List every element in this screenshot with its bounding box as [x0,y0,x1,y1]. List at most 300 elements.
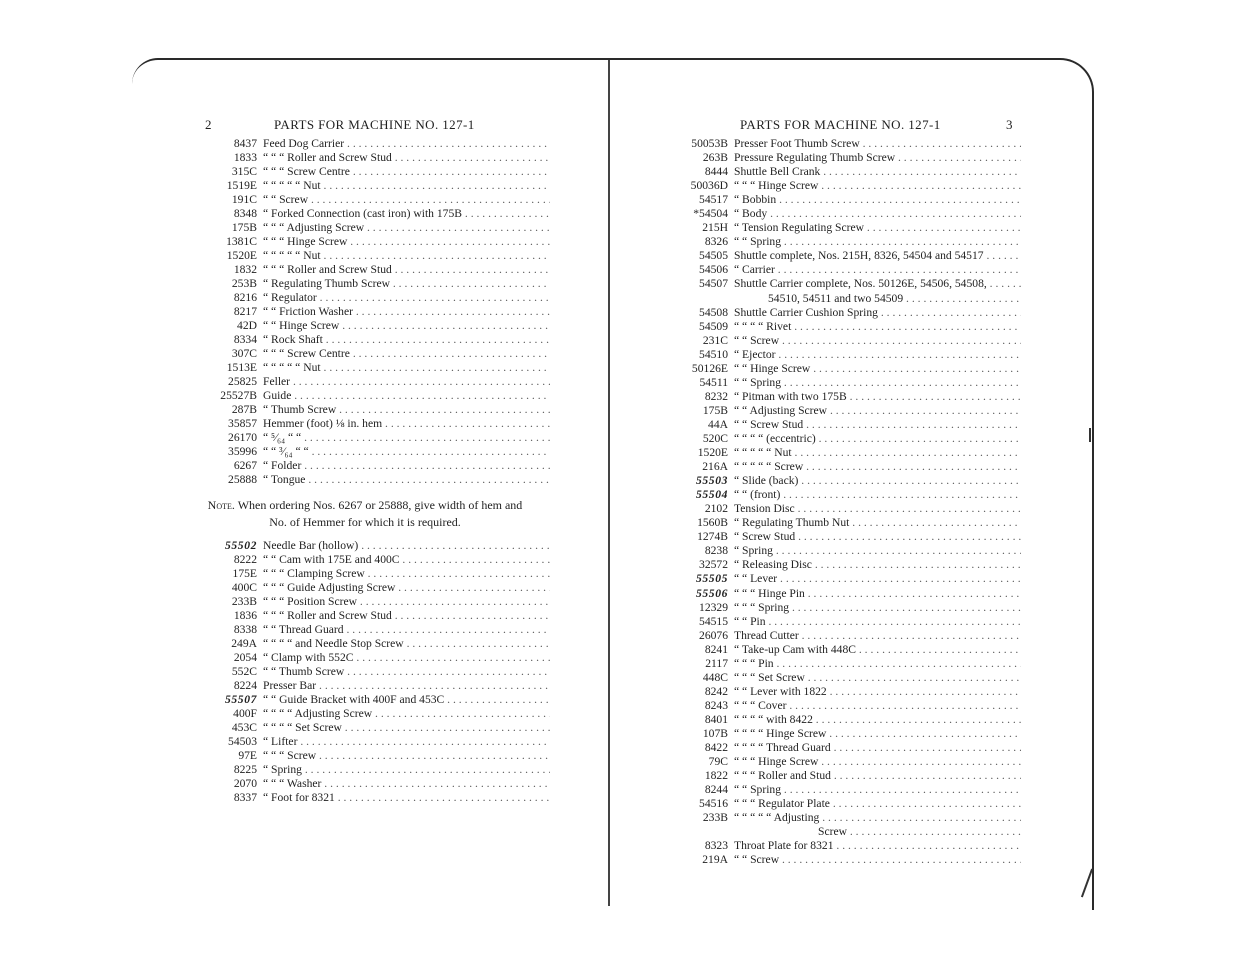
part-row [205,137,550,151]
part-number: 26170 [228,431,257,444]
part-description: “ “ “ “ Thread Guard . . . [728,741,1021,755]
part-number: 54505 [699,249,728,263]
part-row [676,376,1021,390]
part-number: 233B [702,811,728,825]
part-description: Screw . . . [728,825,1021,839]
part-number: 8241 [704,642,728,656]
part-description: “ “ “ “ “ Nut . . . [257,249,550,263]
part-row [676,221,1021,235]
part-number: 8334 [233,333,257,346]
part-description: “ “ “ Roller and Stud . . . [728,769,1021,783]
note-label: Note. [207,498,235,512]
part-description: “ “ Adjusting Screw . . . [728,404,1021,418]
part-number: 55503 [696,474,728,488]
part-number: 520C [702,431,728,445]
part-description: “ “ Screw Stud . . . [728,418,1021,432]
part-number: 8338 [233,623,257,636]
part-number: 8348 [233,207,257,220]
part-number: 26076 [699,628,728,642]
part-number: 175B [702,403,728,417]
part-description: “ “ ³⁄₆₄ “ “ . . . [257,445,550,459]
part-number: 1381C [226,235,257,248]
part-row [676,699,1021,713]
part-number: 55506 [696,586,728,600]
part-row [205,459,550,473]
part-description: “ Spring . . . [257,763,550,777]
part-number: 8444 [704,165,728,179]
part-description: “ “ Screw . . . [728,853,1021,867]
part-number: 1836 [233,609,257,622]
part-description: “ “ “ “ and Needle Stop Screw . . . [257,637,550,651]
part-number: 215H [702,221,728,235]
part-row [205,595,550,609]
part-row [205,553,550,567]
part-row [676,348,1021,362]
part-number: 54507 [699,277,728,291]
part-number: 253B [231,277,257,290]
part-row [676,235,1021,249]
part-description: Pressure Regulating Thumb Screw . . . [728,151,1021,165]
part-row [205,665,550,679]
part-description: “ “ “ Spring . . . [728,601,1021,615]
part-description: “ “ “ Position Screw . . . [257,595,550,609]
part-number: 448C [702,670,728,684]
part-description: “ Regulating Thumb Nut . . . [728,516,1021,530]
part-row [676,643,1021,657]
part-description: “ “ “ Hinge Screw . . . [728,755,1021,769]
part-number: 107B [702,726,728,740]
part-description: “ Forked Connection (cast iron) with 175B . . . [257,207,550,221]
part-number: 25825 [228,375,257,388]
part-number: 175B [231,221,257,234]
part-number: 1832 [233,263,257,276]
part-description: Tension Disc . . . [728,502,1021,516]
part-row [676,418,1021,432]
bracket-mark [1089,428,1091,442]
part-row [676,783,1021,797]
part-row [676,404,1021,418]
part-row [676,811,1021,825]
part-number: 8243 [704,698,728,712]
part-number: 8326 [704,235,728,249]
part-row [205,235,550,249]
part-description: “ “ “ Cover . . . [728,699,1021,713]
part-number: 25888 [228,473,257,486]
part-row [205,277,550,291]
part-description: “ “ Lever . . . [728,572,1021,586]
part-row [676,488,1021,502]
part-number: 50036D [690,179,728,193]
part-row [205,791,550,805]
part-row [676,572,1021,586]
part-number: 54508 [699,305,728,319]
part-number: 35996 [228,445,257,458]
part-number: 55502 [225,539,257,552]
part-number: 453C [231,721,257,734]
part-row [676,516,1021,530]
right-page-title: PARTS FOR MACHINE NO. 127-1 [740,117,941,132]
part-row [676,179,1021,193]
part-row [205,651,550,665]
part-description: “ “ “ Roller and Screw Stud . . . [257,609,550,623]
part-number: 1513E [226,361,257,374]
part-number: 55507 [225,693,257,706]
part-number: 8217 [233,305,257,318]
left-parts-list-b [205,539,550,805]
note [205,487,525,539]
part-number: 2102 [704,502,728,516]
part-row [676,769,1021,783]
part-description: “ “ “ Regulator Plate . . . [728,797,1021,811]
part-row [676,530,1021,544]
part-description: Shuttle Bell Crank . . . [728,165,1021,179]
left-page-title: PARTS FOR MACHINE NO. 127-1 [274,117,475,132]
part-row [205,581,550,595]
part-number: 263B [702,151,728,165]
part-number: 54515 [699,614,728,628]
part-number: 32572 [699,558,728,572]
part-description: “ Rock Shaft . . . [257,333,550,347]
part-row [205,165,550,179]
right-parts-list [676,137,1021,867]
left-page [205,115,550,805]
part-number: 8222 [233,553,257,566]
left-parts-list-a [205,137,550,487]
right-page-number: 3 [1006,117,1013,132]
part-description: “ “ Spring . . . [728,235,1021,249]
part-description: Shuttle Carrier complete, Nos. 50126E, 54506, 54508, . . . [728,277,1021,291]
part-row [205,735,550,749]
part-description: “ “ “ “ with 8422 . . . [728,713,1021,727]
part-description: “ “ “ “ Rivet . . . [728,320,1021,334]
part-description: “ “ Friction Washer . . . [257,305,550,319]
part-description: Shuttle Carrier Cushion Spring . . . [728,306,1021,320]
part-description: “ Regulating Thumb Screw . . . [257,277,550,291]
part-number: 2117 [705,656,728,670]
part-number: 1274B [697,530,728,544]
part-description: “ Bobbin . . . [728,193,1021,207]
part-number: 8437 [233,137,257,150]
part-description: Thread Cutter . . . [728,629,1021,643]
part-description: “ “ “ Set Screw . . . [728,671,1021,685]
note-text: When ordering Nos. 6267 or 25888, give width of hem and No. of Hemmer for which it is required. [237,498,523,529]
part-number: 8238 [704,544,728,558]
part-number: 8225 [233,763,257,776]
part-description: “ “ Hinge Screw . . . [728,362,1021,376]
part-row [676,207,1021,221]
part-number: 42D [237,319,257,332]
part-number: 287B [231,403,257,416]
part-row [676,797,1021,811]
part-row [676,390,1021,404]
part-description: “ Thumb Screw . . . [257,403,550,417]
part-description: Hemmer (foot) ⅛ in. hem . . . [257,417,550,431]
part-row [205,221,550,235]
part-number: 249A [231,637,257,650]
part-row [205,305,550,319]
part-description: “ Spring . . . [728,544,1021,558]
part-number: 8244 [704,783,728,797]
part-number: 55504 [696,488,728,502]
part-row [205,319,550,333]
part-number: 216A [702,460,728,474]
part-row [676,263,1021,277]
part-description: “ Pitman with two 175B . . . [728,390,1021,404]
part-row [676,727,1021,741]
part-description: “ “ Guide Bracket with 400F and 453C . . . [257,693,550,707]
part-description: “ “ “ “ Adjusting Screw . . . [257,707,550,721]
part-row [205,263,550,277]
part-number: 2070 [233,777,257,790]
part-row [676,292,1021,306]
part-number: 1520E [226,249,257,262]
part-description: “ Tension Regulating Screw . . . [728,221,1021,235]
part-row [205,539,550,553]
part-description: “ “ “ Hinge Screw . . . [728,179,1021,193]
part-row [205,179,550,193]
part-row [676,277,1021,291]
part-row [676,657,1021,671]
part-description: “ “ “ Screw . . . [257,749,550,763]
book-gutter [608,60,610,906]
part-number: 54516 [699,797,728,811]
part-description: “ “ Hinge Screw . . . [257,319,550,333]
part-row [676,362,1021,376]
part-row [205,291,550,305]
part-number: 8232 [704,389,728,403]
part-row [676,165,1021,179]
part-number: 8422 [704,741,728,755]
part-description: Shuttle complete, Nos. 215H, 8326, 54504 and 54517 . . . [728,249,1021,263]
part-number: 1560B [697,516,728,530]
part-number: 1520E [697,446,728,460]
part-description: “ “ “ Guide Adjusting Screw . . . [257,581,550,595]
part-description: “ Foot for 8321 . . . [257,791,550,805]
part-row [676,193,1021,207]
part-row [676,629,1021,643]
part-row [205,679,550,693]
part-row [205,347,550,361]
part-number: 219A [702,853,728,867]
part-number: 44A [708,417,728,431]
part-row [676,446,1021,460]
part-row [205,609,550,623]
part-row [676,601,1021,615]
part-description: “ Take-up Cam with 448C . . . [728,643,1021,657]
part-row [676,474,1021,488]
part-description: “ “ “ Screw Centre . . . [257,347,550,361]
part-row [676,741,1021,755]
part-number: 8224 [233,679,257,692]
part-number: 191C [231,193,257,206]
part-row [676,502,1021,516]
part-row [676,755,1021,769]
part-description: “ “ Cam with 175E and 400C . . . [257,553,550,567]
part-description: “ “ Spring . . . [728,783,1021,797]
part-row [205,637,550,651]
part-description: “ “ “ Pin . . . [728,657,1021,671]
part-description: “ Regulator . . . [257,291,550,305]
part-row [205,193,550,207]
part-number: 175E [232,567,257,580]
part-description: “ “ “ Screw Centre . . . [257,165,550,179]
part-description: “ “ “ “ Set Screw . . . [257,721,550,735]
part-description: “ Screw Stud . . . [728,530,1021,544]
part-description: Needle Bar (hollow) . . . [257,539,550,553]
part-description: “ Tongue . . . [257,473,550,487]
part-row [676,334,1021,348]
part-number: 6267 [233,459,257,472]
part-description: Presser Bar . . . [257,679,550,693]
part-row [676,685,1021,699]
part-description: “ ⁵⁄₆₄ “ “ . . . [257,431,550,445]
part-row [676,825,1021,839]
part-description: 54510, 54511 and two 54509 . . . [728,292,1021,306]
part-description: “ “ “ Clamping Screw . . . [257,567,550,581]
part-row [676,306,1021,320]
part-description: “ “ Thumb Screw . . . [257,665,550,679]
part-row [205,693,550,707]
part-row [205,707,550,721]
part-number: 35857 [228,417,257,430]
part-description: “ “ (front) . . . [728,488,1021,502]
part-row [676,558,1021,572]
part-row [676,320,1021,334]
part-description: “ Folder . . . [257,459,550,473]
part-number: *54504 [693,207,728,221]
part-number: 1833 [233,151,257,164]
part-row [676,713,1021,727]
part-row [205,207,550,221]
part-number: 54506 [699,263,728,277]
part-row [205,473,550,487]
part-row [676,839,1021,853]
part-row [205,151,550,165]
right-page-header [676,115,1021,137]
part-row [676,151,1021,165]
part-row [205,721,550,735]
part-row [205,623,550,637]
part-row [205,403,550,417]
part-number: 233B [231,595,257,608]
part-row [205,361,550,375]
part-number: 400C [231,581,257,594]
part-description: “ “ Lever with 1822 . . . [728,685,1021,699]
part-number: 8401 [704,712,728,726]
part-number: 1822 [704,769,728,783]
part-description: “ “ “ Roller and Screw Stud . . . [257,151,550,165]
part-row [676,615,1021,629]
part-number: 25527B [220,389,257,402]
part-row [205,375,550,389]
part-description: “ “ Thread Guard . . . [257,623,550,637]
part-number: 8337 [233,791,257,804]
part-row [205,777,550,791]
part-number: 552C [231,665,257,678]
part-description: Feed Dog Carrier . . . [257,137,550,151]
part-description: “ “ “ “ Hinge Screw . . . [728,727,1021,741]
part-row [205,431,550,445]
part-number: 79C [708,755,728,769]
part-number: 50126E [691,361,728,375]
part-number: 8323 [704,839,728,853]
part-description: “ “ “ Hinge Screw . . . [257,235,550,249]
part-description: “ “ “ “ “ Screw . . . [728,460,1021,474]
part-row [205,249,550,263]
part-row [676,587,1021,601]
part-description: “ Ejector . . . [728,348,1021,362]
part-description: Presser Foot Thumb Screw . . . [728,137,1021,151]
part-description: “ “ Pin . . . [728,615,1021,629]
right-page [676,115,1021,867]
part-description: Guide . . . [257,389,550,403]
part-number: 8216 [233,291,257,304]
part-number: 307C [231,347,257,360]
part-number: 55505 [696,572,728,586]
part-row [676,544,1021,558]
part-description: “ “ “ “ (eccentric) . . . [728,432,1021,446]
part-number: 12329 [699,600,728,614]
part-description: “ “ Spring . . . [728,376,1021,390]
part-number: 400F [233,707,257,720]
part-row [205,445,550,459]
part-description: “ “ “ Washer . . . [257,777,550,791]
left-page-header [205,115,550,137]
part-number: 54511 [699,375,728,389]
part-row [676,671,1021,685]
part-row [205,389,550,403]
part-description: “ Releasing Disc . . . [728,558,1021,572]
part-row [205,333,550,347]
part-number: 2054 [233,651,257,664]
part-row [676,137,1021,151]
part-number: 1519E [226,179,257,192]
part-description: “ “ Screw . . . [728,334,1021,348]
part-description: “ “ “ “ “ Nut . . . [257,179,550,193]
part-number: 8242 [704,684,728,698]
part-description: “ “ “ “ “ Nut . . . [728,446,1021,460]
part-number: 54509 [699,319,728,333]
part-row [205,763,550,777]
part-description: Throat Plate for 8321 . . . [728,839,1021,853]
part-description: Feller . . . [257,375,550,389]
part-description: “ “ “ “ “ Adjusting . . . [728,811,1021,825]
part-description: “ Carrier . . . [728,263,1021,277]
part-description: “ “ “ Hinge Pin . . . [728,587,1021,601]
part-description: “ “ “ Roller and Screw Stud . . . [257,263,550,277]
part-row [676,249,1021,263]
part-number: 54503 [228,735,257,748]
part-number: 231C [702,333,728,347]
part-description: “ “ “ “ “ Nut . . . [257,361,550,375]
part-row [205,417,550,431]
part-row [676,853,1021,867]
part-number: 97E [238,749,257,762]
part-number: 50053B [691,137,728,150]
left-page-number: 2 [205,117,212,132]
part-number: 315C [231,165,257,178]
part-number: 54510 [699,347,728,361]
part-row [205,567,550,581]
part-number: 54517 [699,193,728,207]
part-row [676,460,1021,474]
part-description: “ Clamp with 552C . . . [257,651,550,665]
part-description: “ Body . . . [728,207,1021,221]
part-row [205,749,550,763]
part-description: “ Slide (back) . . . [728,474,1021,488]
part-row [676,432,1021,446]
part-description: “ “ Screw . . . [257,193,550,207]
